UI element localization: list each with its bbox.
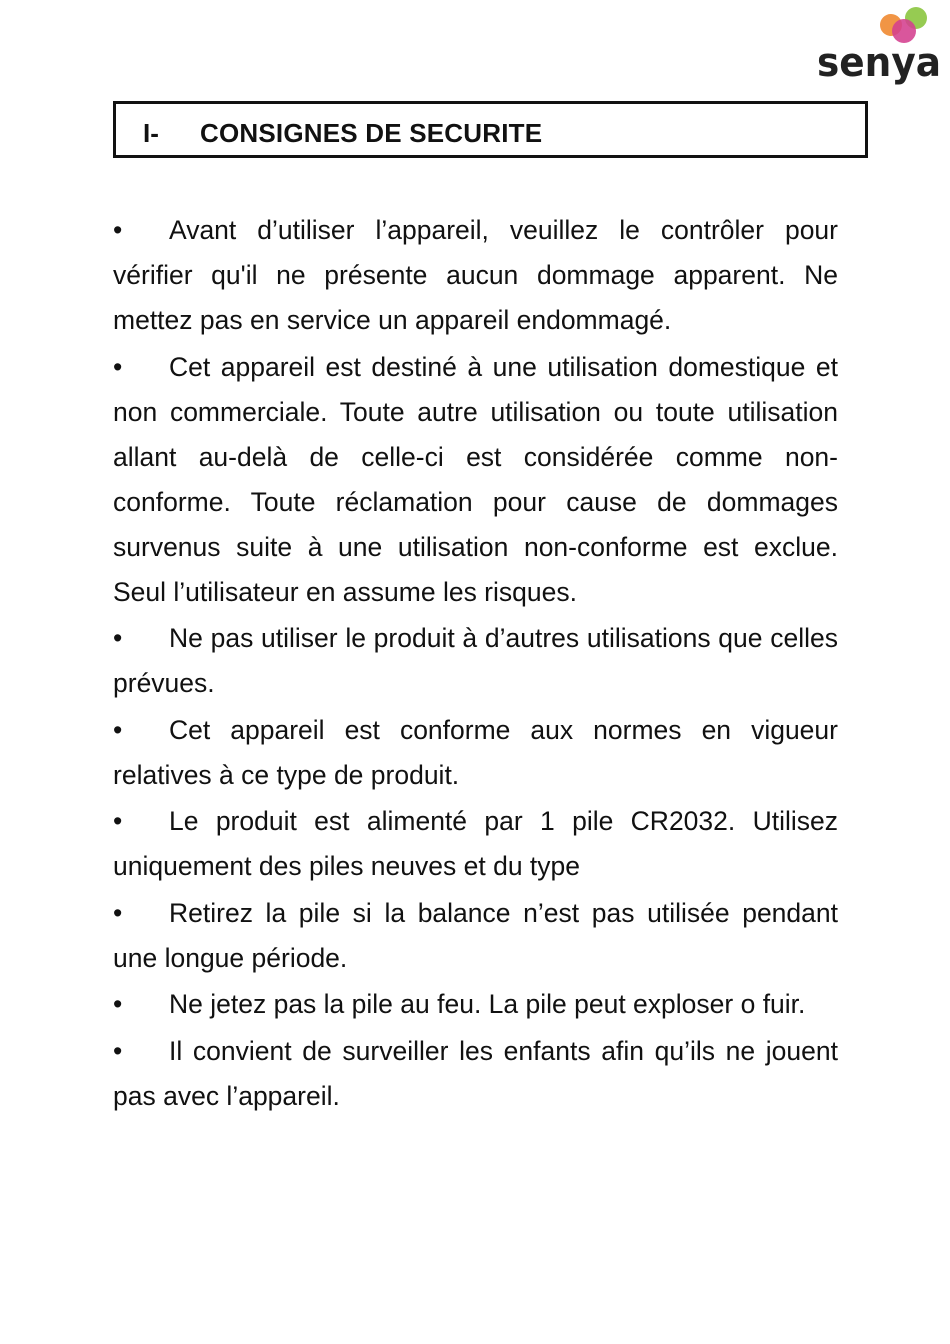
list-item [113, 616, 838, 706]
logo-dots-icon [880, 7, 927, 43]
bullet-icon: • [113, 351, 123, 382]
list-item-text: Cet appareil est destiné à une utilisation domestique et non commerciale. Toute autre utilisation ou toute utilisation allant au-delà de celle-ci est considérée comme non-conforme. Toute réclamation pour cause de dommages survenus suite à une utilisation non-conforme est exclue. Seul l’utilisateur en assume les risques. [113, 351, 838, 607]
list-item-text: Cet appareil est conforme aux normes en vigueur relatives à ce type de produit. [113, 714, 838, 790]
list-item [113, 345, 838, 615]
logo-wordmark: senya [817, 40, 941, 86]
list-item [113, 708, 838, 798]
bullet-icon: • [113, 897, 123, 928]
list-item [113, 891, 838, 981]
bullet-icon: • [113, 215, 123, 245]
bullet-icon: • [113, 714, 123, 745]
senya-logo [815, 4, 943, 88]
bullet-icon: • [113, 989, 123, 1019]
list-item-text: Ne jetez pas la pile au feu. La pile peut exploser o fuir. [169, 989, 806, 1019]
bullet-icon: • [113, 1035, 123, 1066]
list-item [113, 799, 838, 889]
list-item-text: Retirez la pile si la balance n’est pas utilisée pendant une longue période. [113, 897, 838, 973]
list-item [113, 982, 838, 1027]
list-item-text: Il convient de surveiller les enfants afin qu’ils ne jouent pas avec l’appareil. [113, 1035, 838, 1111]
bullet-icon: • [113, 806, 123, 836]
list-item-text: Avant d’utiliser l’appareil, veuillez le contrôler pour vérifier qu'il ne présente aucun dommage apparent. Ne mettez pas en service un appareil endommagé. [113, 215, 838, 335]
section-header [113, 101, 868, 158]
section-number: I- [143, 118, 159, 148]
bullet-icon: • [113, 623, 123, 653]
section-title: CONSIGNES DE SECURITE [200, 118, 543, 148]
list-item [113, 1029, 838, 1119]
list-item [113, 208, 838, 343]
list-item-text: Le produit est alimenté par 1 pile CR2032. Utilisez uniquement des piles neuves et du type [113, 806, 838, 881]
list-item-text: Ne pas utiliser le produit à d’autres utilisations que celles prévues. [113, 623, 838, 698]
safety-instructions-list [113, 208, 838, 1120]
